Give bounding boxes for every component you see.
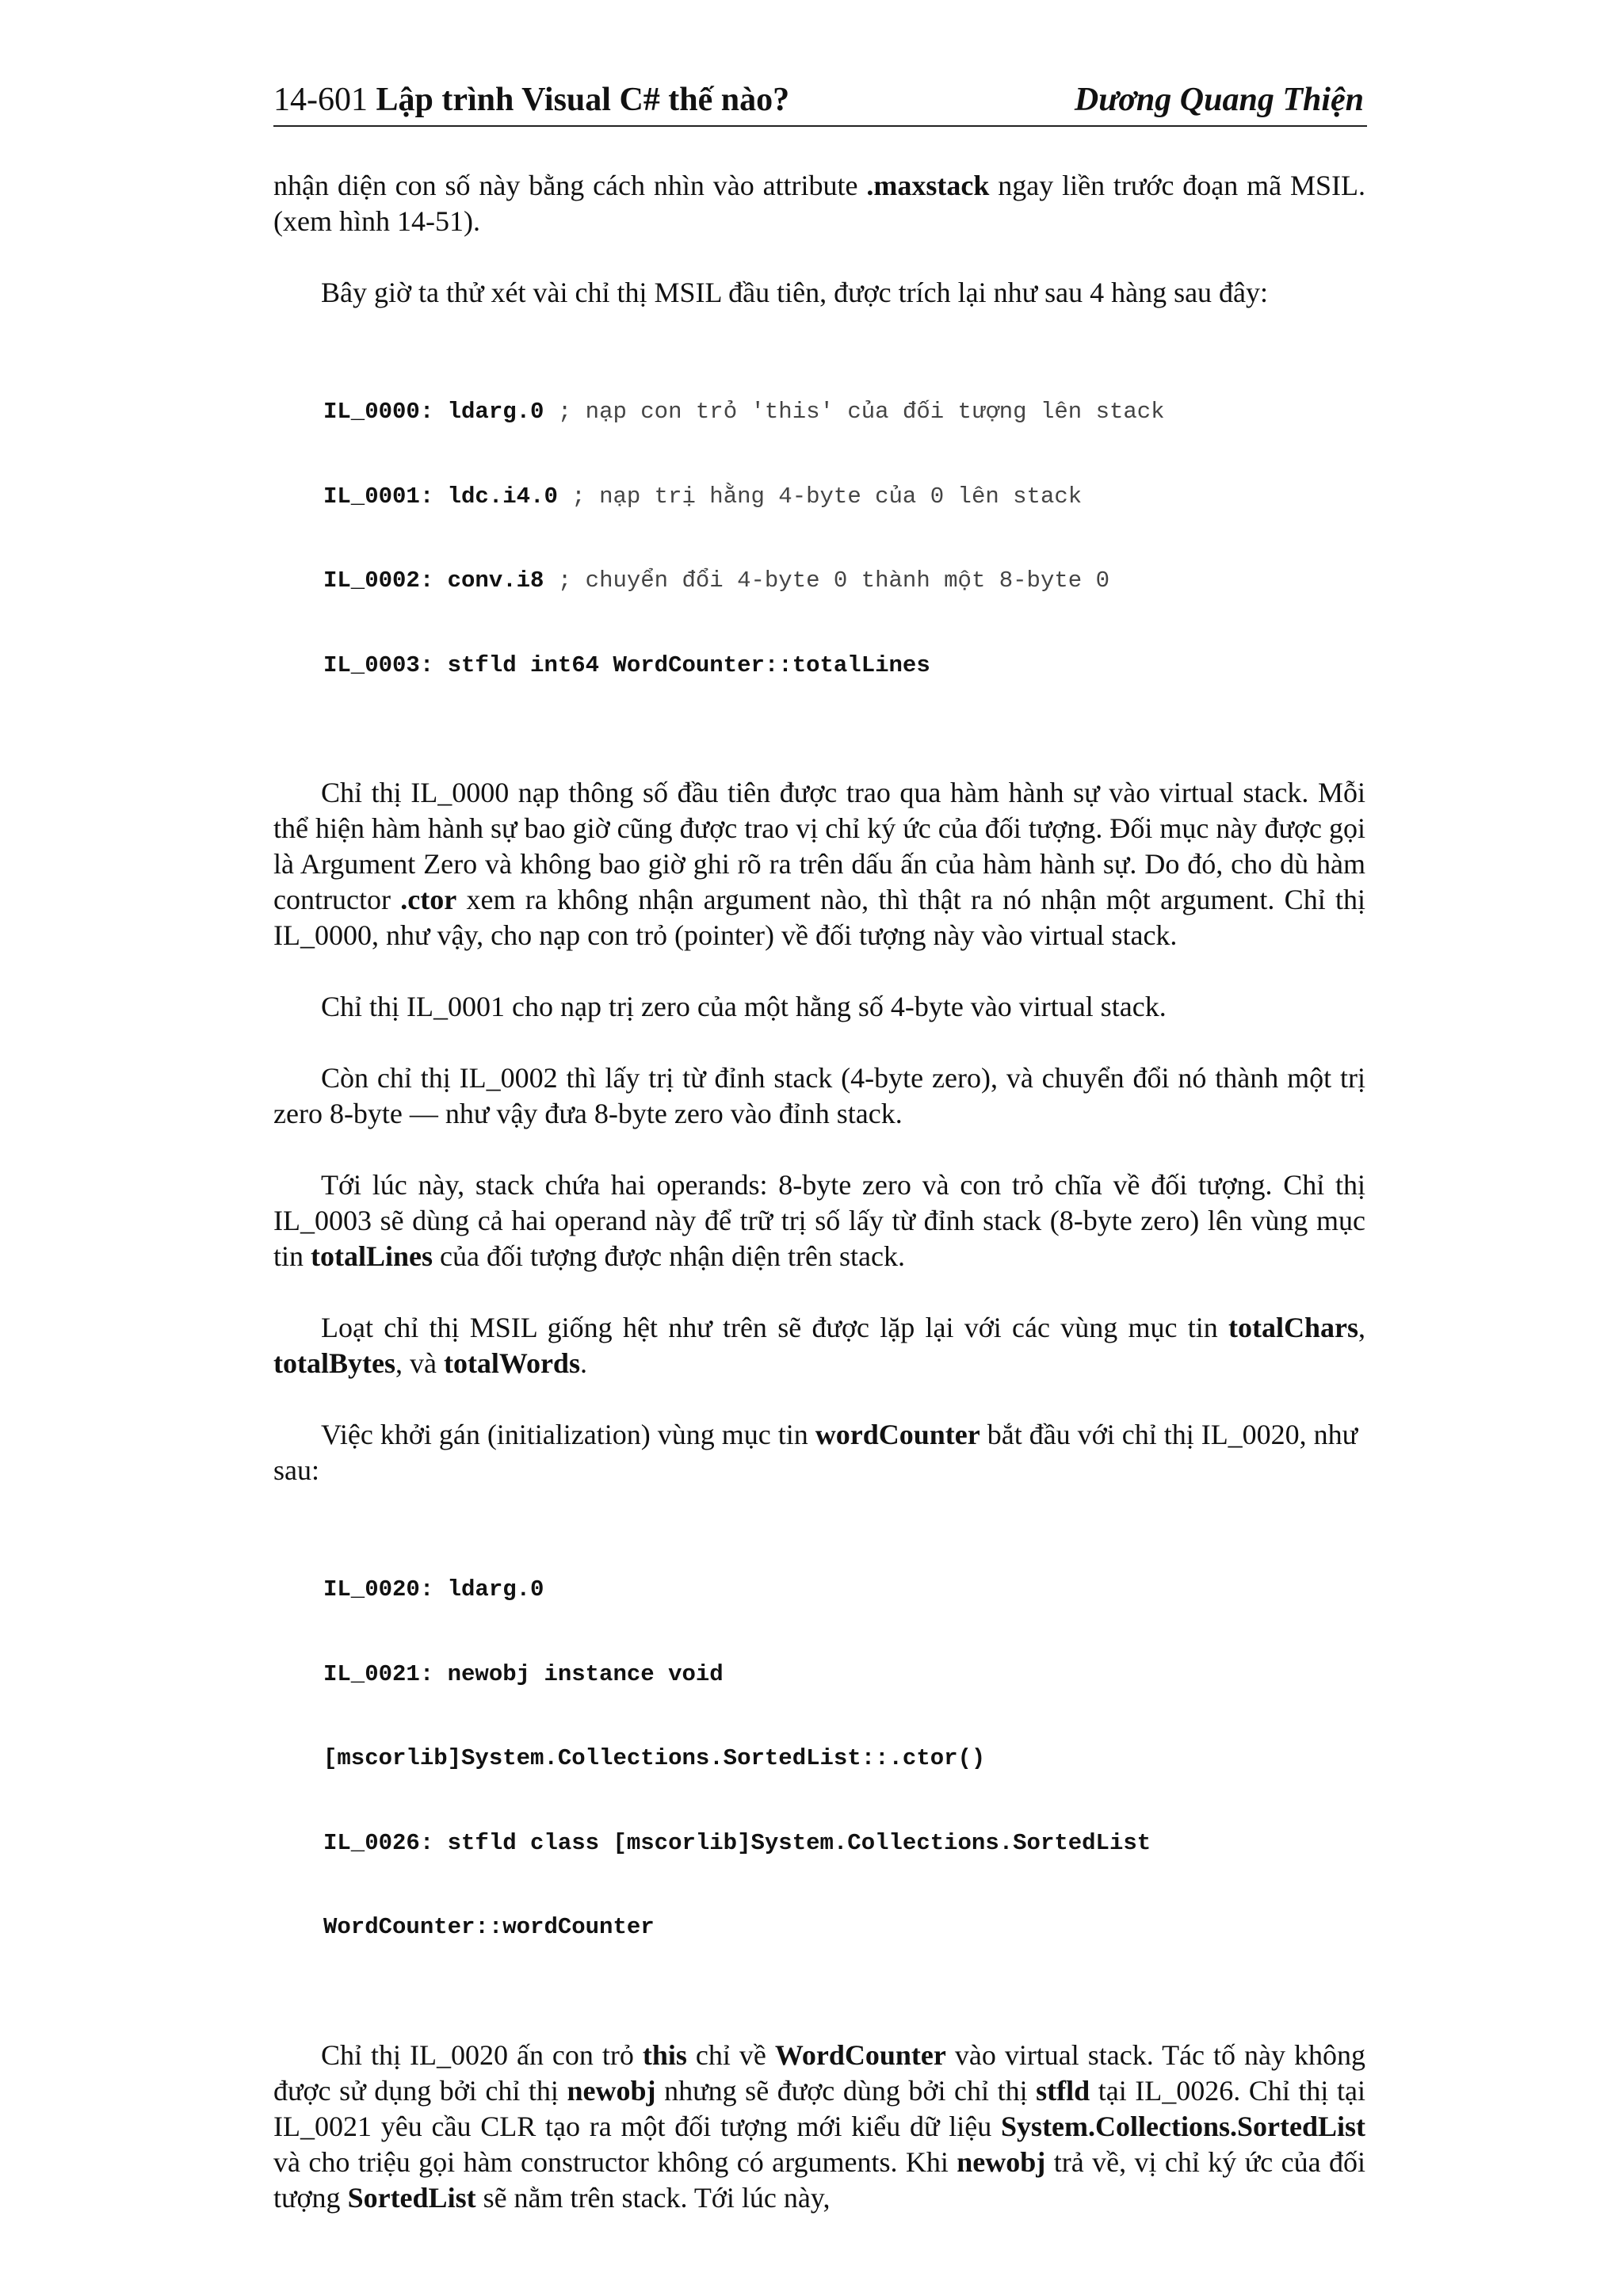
code-comment: ; nạp trị hằng 4-byte của 0 lên stack [557,483,1083,510]
text-run: , và [395,1347,444,1379]
paragraph-7 [273,1417,1365,1488]
bold-term-sortedlist-full: System.Collections.SortedList [1001,2110,1365,2142]
code-comment: ; chuyển đổi 4-byte 0 thành một 8-byte 0 [544,567,1109,594]
bold-term-this: this [642,2038,687,2071]
paragraph-8 [273,2038,1365,2216]
text-run: bắt đầu với chỉ thị IL_0020, như sau: [273,1419,1358,1486]
text-run: . [579,1347,587,1379]
text-run: Loạt chỉ thị MSIL giống hệt như trên sẽ được lặp lại với các vùng mục tin [321,1312,1228,1343]
code-line: WordCounter::wordCounter [323,1914,655,1940]
text-run: Chỉ thị IL_0020 ấn con trỏ [321,2038,643,2071]
code-instruction: IL_0000: ldarg.0 [323,399,544,425]
text-run: tại IL_0026. Chỉ thị tại IL_0021 yêu cầu CLR tạo ra một đối tượng mới kiểu dữ liệu [273,2074,1365,2142]
bold-term-stfld: stfld [1036,2074,1090,2107]
text-run: Việc khởi gán (initialization) vùng mục tin [321,1419,815,1450]
text-run: xem ra không nhận argument nào, thì thật ra nó nhận một argument. Chỉ thị IL_0000, như vậy, cho nạp con trỏ (pointer) về đối tượng này vào virtual stack. [273,884,1365,951]
code-comment: ; nạp con trỏ 'this' của đối tượng lên stack [544,399,1165,425]
code-line: IL_0021: newobj instance void [323,1660,724,1687]
code-line: IL_0020: ldarg.0 [323,1576,544,1603]
code-block-2 [323,1519,1365,1998]
code-line [323,651,1365,680]
code-block-1 [323,342,1365,735]
bold-term-totalbytes: totalBytes [273,1347,395,1379]
paragraph-0 [273,168,1365,239]
code-instruction: IL_0001: ldc.i4.0 [323,483,558,510]
paragraph-4: Còn chỉ thị IL_0002 thì lấy trị từ đỉnh stack (4-byte zero), và chuyển đổi nó thành một trị zero 8-byte — như vậy đưa 8-byte zero vào đỉnh stack. [273,1062,1365,1129]
paragraph-6 [273,1310,1365,1381]
page-number: 14-601 [273,82,368,118]
text-run: sẽ nằm trên stack. Tới lúc này, [475,2181,831,2214]
code-instruction: IL_0003: stfld int64 WordCounter::totalLines [323,651,930,678]
code-line [323,483,1365,511]
bold-term-totalwords: totalWords [443,1347,580,1379]
bold-term-wordcounter: wordCounter [815,1419,980,1450]
paragraph-3: Chỉ thị IL_0001 cho nạp trị zero của một hằng số 4-byte vào virtual stack. [321,991,1167,1022]
text-run: Chỉ thị IL_0000 nạp thông số đầu tiên được trao qua hàm hành sự vào virtual stack. Mỗi thể hiện hàm hành sự bao giờ cũng được trao vị chỉ ký ức của đối tượng. Đối mục này được gọi là Argument Zero và không bao giờ ghi rõ ra trên dấu ấn của hàm hành sự. Do đó, cho dù hàm contructor [273,777,1365,915]
text-run: và cho triệu gọi hàm constructor không có arguments. Khi [273,2145,957,2178]
page-header [273,76,1367,127]
bold-term-maxstack: .maxstack [866,170,990,201]
bold-term-ctor: .ctor [400,884,457,915]
text-run: nhận diện con số này bằng cách nhìn vào attribute [273,170,867,201]
code-instruction: IL_0002: conv.i8 [323,567,544,594]
bold-term-wordcounter-class: WordCounter [774,2038,946,2071]
text-run: trả về, vị chỉ ký ức của đối tượng [273,2145,1365,2214]
text-run: Tới lúc này, stack chứa hai operands: 8-byte zero và con trỏ chĩa về đối tượng. Chỉ thị IL_0003 sẽ dùng cả hai operand này để trữ trị số lấy từ đỉnh stack (8-byte zero) lên vùng mục tin [273,1169,1365,1272]
book-title: Lập trình Visual C# thế nào? [376,82,790,118]
paragraph-2 [273,775,1365,953]
bold-term-sortedlist: SortedList [347,2181,476,2214]
code-line: [mscorlib]System.Collections.SortedList::.ctor() [323,1745,986,1771]
bold-term-newobj: newobj [957,2145,1046,2178]
code-line [323,567,1365,595]
text-run: chỉ về [686,2038,775,2071]
code-line: IL_0026: stfld class [mscorlib]System.Collections.SortedList [323,1829,1151,1856]
bold-term-newobj: newobj [567,2074,656,2107]
text-run: , [1358,1312,1365,1343]
header-left [273,76,789,124]
text-run: của đối tượng được nhận diện trên stack. [433,1240,905,1272]
paragraph-1: Bây giờ ta thử xét vài chỉ thị MSIL đầu tiên, được trích lại như sau 4 hàng sau đây: [321,277,1269,308]
text-run: ngay liền trước đoạn mã MSIL. (xem hình 14-51). [273,170,1365,237]
text-run: nhưng sẽ được dùng bởi chỉ thị [655,2074,1037,2107]
code-line [323,398,1365,426]
paragraph-5 [273,1167,1365,1274]
page-body [273,168,1365,2252]
author-name: Dương Quang Thiện [1074,82,1364,118]
bold-term-totallines: totalLines [311,1240,433,1272]
bold-term-totalchars: totalChars [1228,1312,1358,1343]
text-run: vào virtual stack. Tác tố này không được sử dụng bởi chỉ thị [273,2038,1365,2107]
